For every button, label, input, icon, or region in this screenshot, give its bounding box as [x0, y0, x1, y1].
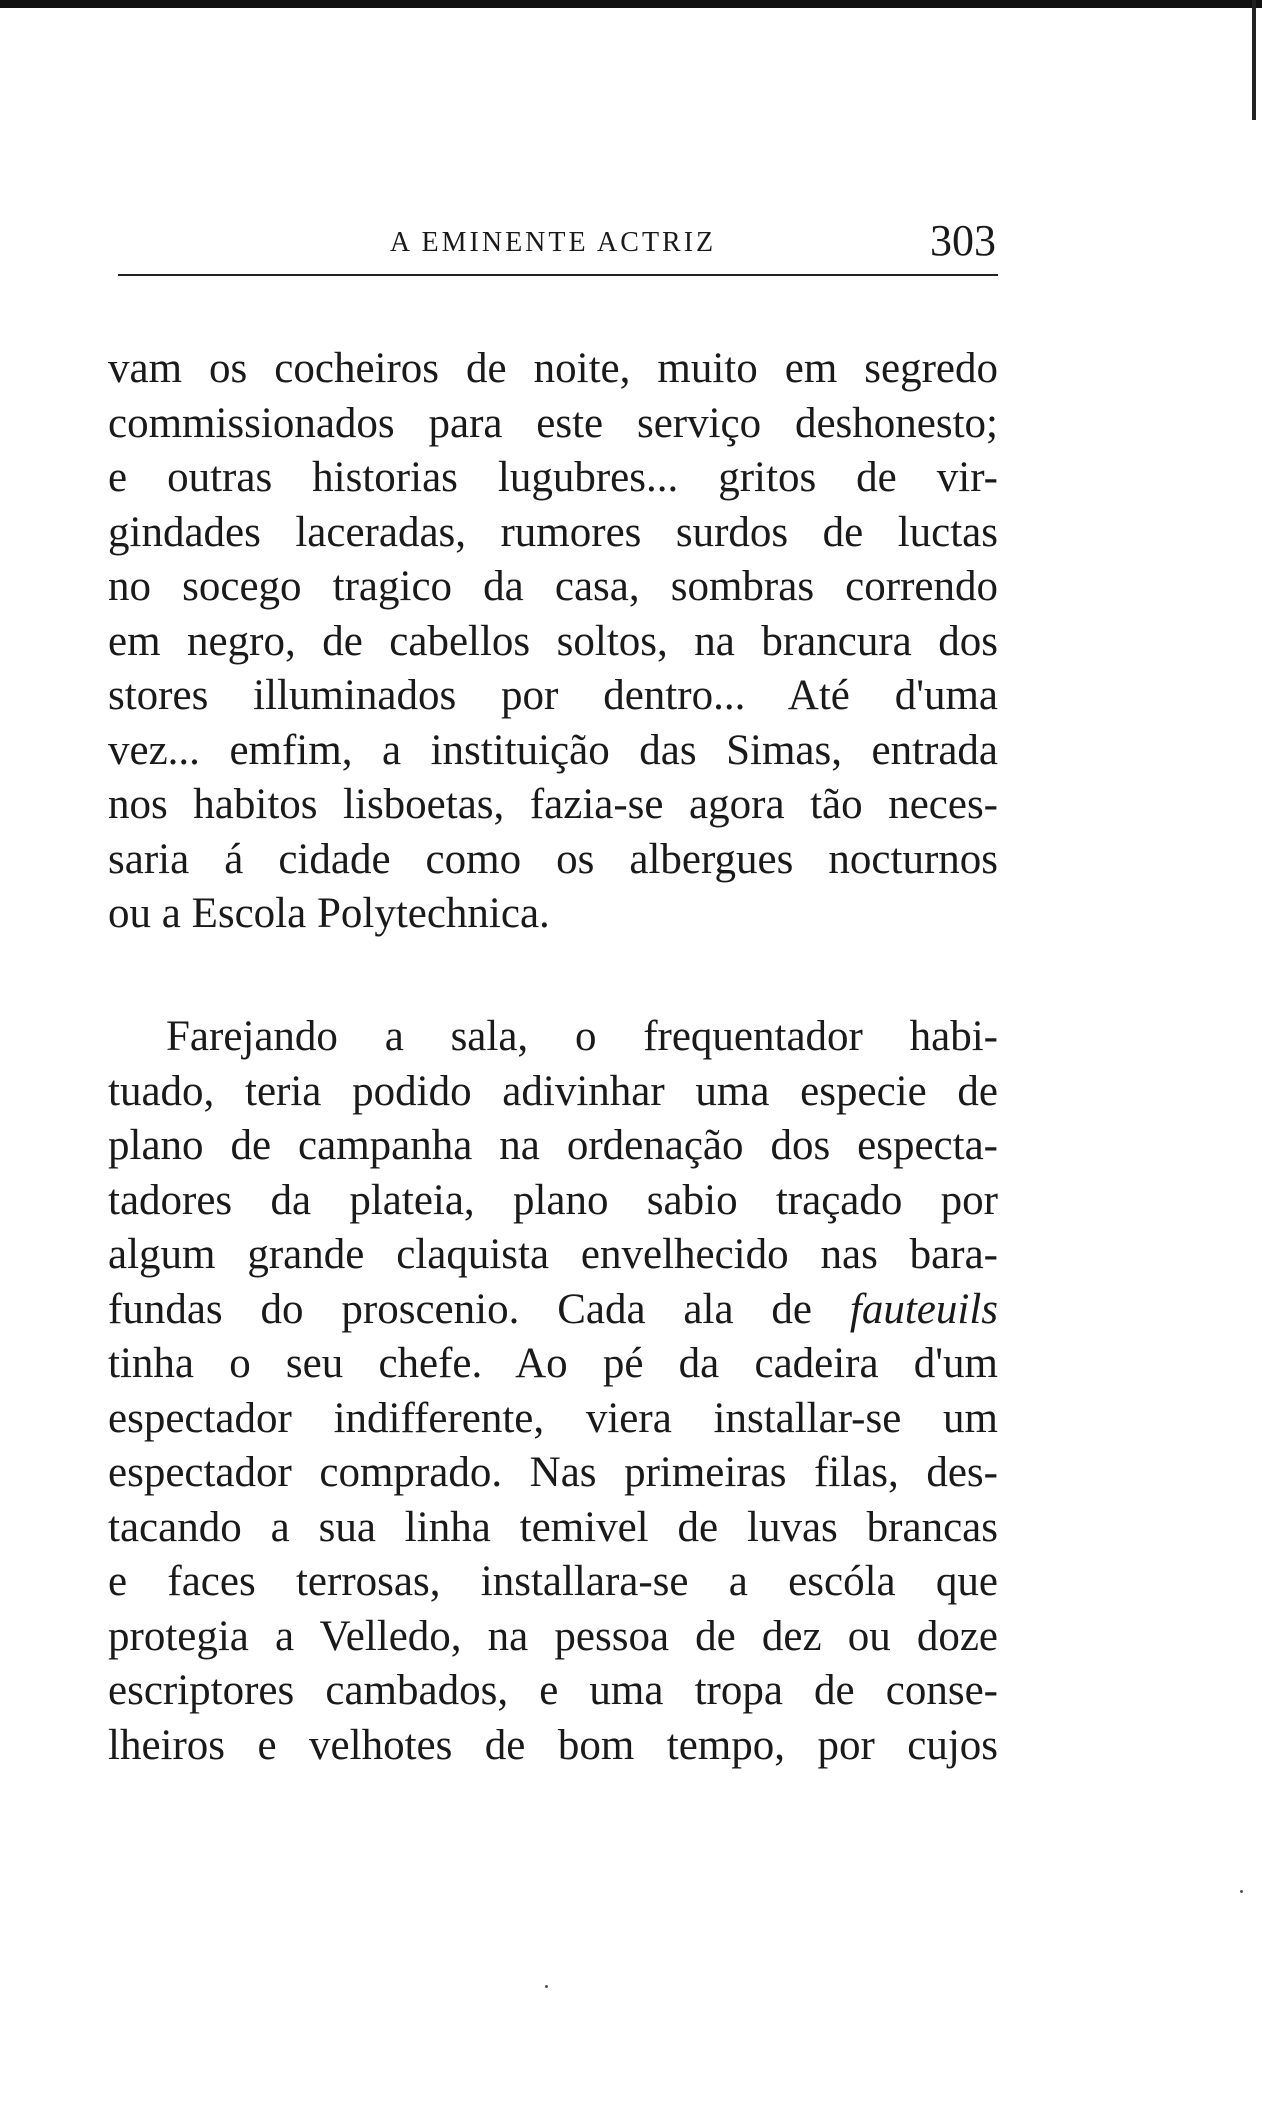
- text-line: vez... emfim, a instituição das Simas, entrada: [108, 726, 998, 774]
- text-line: e outras historias lugubres... gritos de vir-: [108, 454, 998, 501]
- text-line: plano de campanha na ordenação dos especta-: [108, 1122, 998, 1169]
- text-span: fundas do proscenio. Cada ala de: [108, 1285, 850, 1333]
- text-line: tuado, teria podido adivinhar uma especie de: [108, 1067, 998, 1115]
- page-number: 303: [930, 216, 996, 265]
- italic-term: fauteuils: [849, 1285, 998, 1333]
- text-line: em negro, de cabellos soltos, na brancura dos: [108, 617, 998, 665]
- text-line: nos habitos lisboetas, fazia-se agora tão neces-: [108, 781, 998, 828]
- running-head: [110, 215, 996, 265]
- text-line: gindades laceradas, rumores surdos de luctas: [108, 508, 998, 556]
- text-line: tadores da plateia, plano sabio traçado por: [108, 1176, 998, 1224]
- header-rule: [118, 274, 998, 276]
- paragraph-1: [108, 342, 998, 942]
- paper-speck: [1240, 1890, 1243, 1893]
- paragraph-2: [108, 1010, 998, 1773]
- paper-speck: [545, 1985, 548, 1988]
- text-line: tinha o seu chefe. Ao pé da cadeira d'um: [108, 1340, 998, 1387]
- text-line: lheiros e velhotes de bom tempo, por cujos: [108, 1721, 998, 1769]
- text-line: stores illuminados por dentro... Até d'uma: [108, 672, 998, 719]
- text-line-with-italic: [108, 1283, 998, 1338]
- text-line: e faces terrosas, installara-se a escóla que: [108, 1558, 998, 1605]
- text-line: vam os cocheiros de noite, muito em segredo: [108, 345, 998, 392]
- top-edge-rule: [0, 0, 1262, 8]
- text-line: algum grande claquista envelhecido nas bara-: [108, 1231, 998, 1278]
- text-line: espectador indifferente, viera installar-se um: [108, 1394, 998, 1442]
- text-line: escriptores cambados, e uma tropa de conse-: [108, 1667, 998, 1714]
- text-line: tacando a sua linha temivel de luvas brancas: [108, 1503, 998, 1551]
- text-line: espectador comprado. Nas primeiras filas, des-: [108, 1449, 998, 1496]
- text-line: no socego tragico da casa, sombras correndo: [108, 563, 998, 610]
- text-line: commissionados para este serviço deshonesto;: [108, 399, 998, 447]
- text-line: Farejando a sala, o frequentador habi-: [166, 1013, 998, 1060]
- text-line: ou a Escola Polytechnica.: [108, 890, 550, 937]
- running-title: A EMINENTE ACTRIZ: [389, 227, 717, 258]
- page-edge-mark: [1252, 0, 1256, 120]
- text-line: protegia a Velledo, na pessoa de dez ou doze: [108, 1612, 998, 1660]
- text-line: saria á cidade como os albergues nocturnos: [108, 835, 998, 883]
